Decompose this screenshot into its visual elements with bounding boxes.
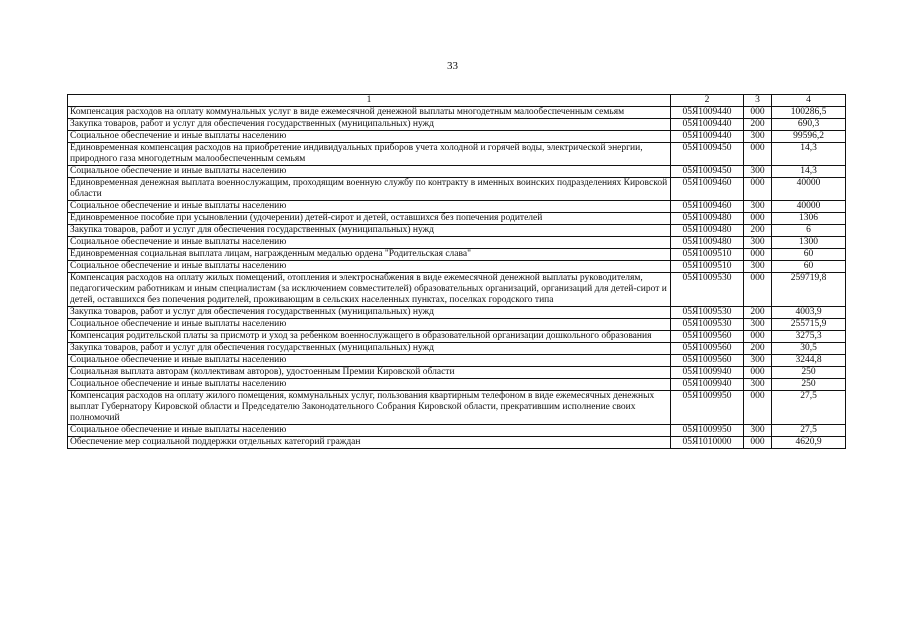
type-cell: 000	[744, 437, 772, 449]
code-cell: 05Я1009560	[671, 343, 744, 355]
table-row	[68, 425, 846, 437]
type-cell: 000	[744, 249, 772, 261]
amount-cell: 4003,9	[772, 307, 846, 319]
code-cell: 05Я1009440	[671, 107, 744, 119]
code-cell: 05Я1009510	[671, 261, 744, 273]
type-cell: 300	[744, 319, 772, 331]
code-cell: 05Я1009950	[671, 425, 744, 437]
amount-cell: 60	[772, 249, 846, 261]
type-cell: 300	[744, 355, 772, 367]
amount-cell: 255715,9	[772, 319, 846, 331]
header-cell-1: 1	[68, 95, 671, 107]
description-cell: Социальное обеспечение и иные выплаты населению	[68, 355, 671, 367]
code-cell: 05Я1009950	[671, 391, 744, 425]
type-cell: 300	[744, 201, 772, 213]
table-row	[68, 225, 846, 237]
description-cell: Социальное обеспечение и иные выплаты населению	[68, 166, 671, 178]
code-cell: 05Я1009480	[671, 237, 744, 249]
amount-cell: 14,3	[772, 166, 846, 178]
table-row	[68, 331, 846, 343]
table-row	[68, 249, 846, 261]
table-row	[68, 355, 846, 367]
table-row	[68, 201, 846, 213]
table-row	[68, 261, 846, 273]
type-cell: 300	[744, 425, 772, 437]
description-cell: Социальное обеспечение и иные выплаты населению	[68, 201, 671, 213]
description-cell: Закупка товаров, работ и услуг для обеспечения государственных (муниципальных) нужд	[68, 119, 671, 131]
amount-cell: 6	[772, 225, 846, 237]
code-cell: 05Я1009480	[671, 213, 744, 225]
type-cell: 000	[744, 178, 772, 201]
table-row	[68, 143, 846, 166]
amount-cell: 690,3	[772, 119, 846, 131]
amount-cell: 100286,5	[772, 107, 846, 119]
type-cell: 000	[744, 331, 772, 343]
description-cell: Компенсация расходов на оплату жилого помещения, коммунальных услуг, пользования квартирным телефоном в виде ежемесячных денежных выплат Губернатору Кировской области и Председателю Законодательного Собрания Кировской области, прекратившим исполнение своих полномочий	[68, 391, 671, 425]
type-cell: 200	[744, 225, 772, 237]
code-cell: 05Я1009480	[671, 225, 744, 237]
code-cell: 05Я1009450	[671, 166, 744, 178]
amount-cell: 99596,2	[772, 131, 846, 143]
type-cell: 200	[744, 307, 772, 319]
description-cell: Компенсация расходов на оплату коммунальных услуг в виде ежемесячной денежной выплаты многодетным малообеспеченным семьям	[68, 107, 671, 119]
description-cell: Социальное обеспечение и иные выплаты населению	[68, 379, 671, 391]
type-cell: 000	[744, 367, 772, 379]
code-cell: 05Я1009560	[671, 355, 744, 367]
description-cell: Единовременная компенсация расходов на приобретение индивидуальных приборов учета холодной и горячей воды, электрической энергии, природного газа многодетным малообеспеченным семьям	[68, 143, 671, 166]
description-cell: Единовременное пособие при усыновлении (удочерении) детей-сирот и детей, оставшихся без попечения родителей	[68, 213, 671, 225]
table-row	[68, 178, 846, 201]
amount-cell: 40000	[772, 178, 846, 201]
description-cell: Социальное обеспечение и иные выплаты населению	[68, 425, 671, 437]
table-row	[68, 307, 846, 319]
description-cell: Обеспечение мер социальной поддержки отдельных категорий граждан	[68, 437, 671, 449]
table-row	[68, 237, 846, 249]
table-row	[68, 319, 846, 331]
table-header-row	[68, 95, 846, 107]
type-cell: 200	[744, 343, 772, 355]
type-cell: 300	[744, 261, 772, 273]
amount-cell: 30,5	[772, 343, 846, 355]
table-row	[68, 343, 846, 355]
amount-cell: 40000	[772, 201, 846, 213]
type-cell: 000	[744, 213, 772, 225]
code-cell: 05Я1009440	[671, 119, 744, 131]
amount-cell: 27,5	[772, 391, 846, 425]
header-cell-2: 2	[671, 95, 744, 107]
description-cell: Закупка товаров, работ и услуг для обеспечения государственных (муниципальных) нужд	[68, 307, 671, 319]
description-cell: Компенсация родительской платы за присмотр и уход за ребенком военнослужащего в образовательной организации дошкольного образования	[68, 331, 671, 343]
description-cell: Социальное обеспечение и иные выплаты населению	[68, 131, 671, 143]
description-cell: Единовременная денежная выплата военнослужащим, проходящим военную службу по контракту в именных воинских подразделениях Кировской области	[68, 178, 671, 201]
header-cell-4: 4	[772, 95, 846, 107]
code-cell: 05Я1010000	[671, 437, 744, 449]
table-row	[68, 379, 846, 391]
code-cell: 05Я1009530	[671, 307, 744, 319]
header-cell-3: 3	[744, 95, 772, 107]
description-cell: Социальное обеспечение и иные выплаты населению	[68, 261, 671, 273]
code-cell: 05Я1009510	[671, 249, 744, 261]
amount-cell: 1306	[772, 213, 846, 225]
description-cell: Социальное обеспечение и иные выплаты населению	[68, 237, 671, 249]
amount-cell: 4620,9	[772, 437, 846, 449]
table-row	[68, 166, 846, 178]
amount-cell: 60	[772, 261, 846, 273]
code-cell: 05Я1009530	[671, 273, 744, 307]
amount-cell: 1300	[772, 237, 846, 249]
table-row	[68, 131, 846, 143]
code-cell: 05Я1009460	[671, 201, 744, 213]
amount-cell: 3275,3	[772, 331, 846, 343]
description-cell: Закупка товаров, работ и услуг для обеспечения государственных (муниципальных) нужд	[68, 343, 671, 355]
type-cell: 300	[744, 237, 772, 249]
table-row	[68, 367, 846, 379]
description-cell: Компенсация расходов на оплату жилых помещений, отопления и электроснабжения в виде ежемесячной денежной выплаты руководителям, педагогическим работникам и иным специалистам (за исключением совместителей) образовательных организаций, организаций для детей-сирот и детей, оставшихся без попечения родителей, проживающим в сельских населенных пунктах, поселках городского типа	[68, 273, 671, 307]
type-cell: 000	[744, 143, 772, 166]
table-row	[68, 107, 846, 119]
table-row	[68, 391, 846, 425]
code-cell: 05Я1009440	[671, 131, 744, 143]
code-cell: 05Я1009940	[671, 379, 744, 391]
code-cell: 05Я1009450	[671, 143, 744, 166]
type-cell: 300	[744, 166, 772, 178]
page-number: 33	[447, 60, 458, 72]
table-row	[68, 437, 846, 449]
code-cell: 05Я1009560	[671, 331, 744, 343]
table-row	[68, 213, 846, 225]
type-cell: 300	[744, 379, 772, 391]
amount-cell: 3244,8	[772, 355, 846, 367]
budget-table	[67, 94, 846, 449]
description-cell: Единовременная социальная выплата лицам, награжденным медалью ордена "Родительская слава"	[68, 249, 671, 261]
amount-cell: 259719,8	[772, 273, 846, 307]
code-cell: 05Я1009460	[671, 178, 744, 201]
type-cell: 000	[744, 107, 772, 119]
description-cell: Социальное обеспечение и иные выплаты населению	[68, 319, 671, 331]
code-cell: 05Я1009530	[671, 319, 744, 331]
description-cell: Закупка товаров, работ и услуг для обеспечения государственных (муниципальных) нужд	[68, 225, 671, 237]
table-body	[68, 107, 846, 449]
amount-cell: 27,5	[772, 425, 846, 437]
type-cell: 000	[744, 273, 772, 307]
type-cell: 300	[744, 131, 772, 143]
amount-cell: 250	[772, 367, 846, 379]
type-cell: 000	[744, 391, 772, 425]
code-cell: 05Я1009940	[671, 367, 744, 379]
type-cell: 200	[744, 119, 772, 131]
amount-cell: 250	[772, 379, 846, 391]
table-row	[68, 119, 846, 131]
table-row	[68, 273, 846, 307]
amount-cell: 14,3	[772, 143, 846, 166]
description-cell: Социальная выплата авторам (коллективам авторов), удостоенным Премии Кировской области	[68, 367, 671, 379]
